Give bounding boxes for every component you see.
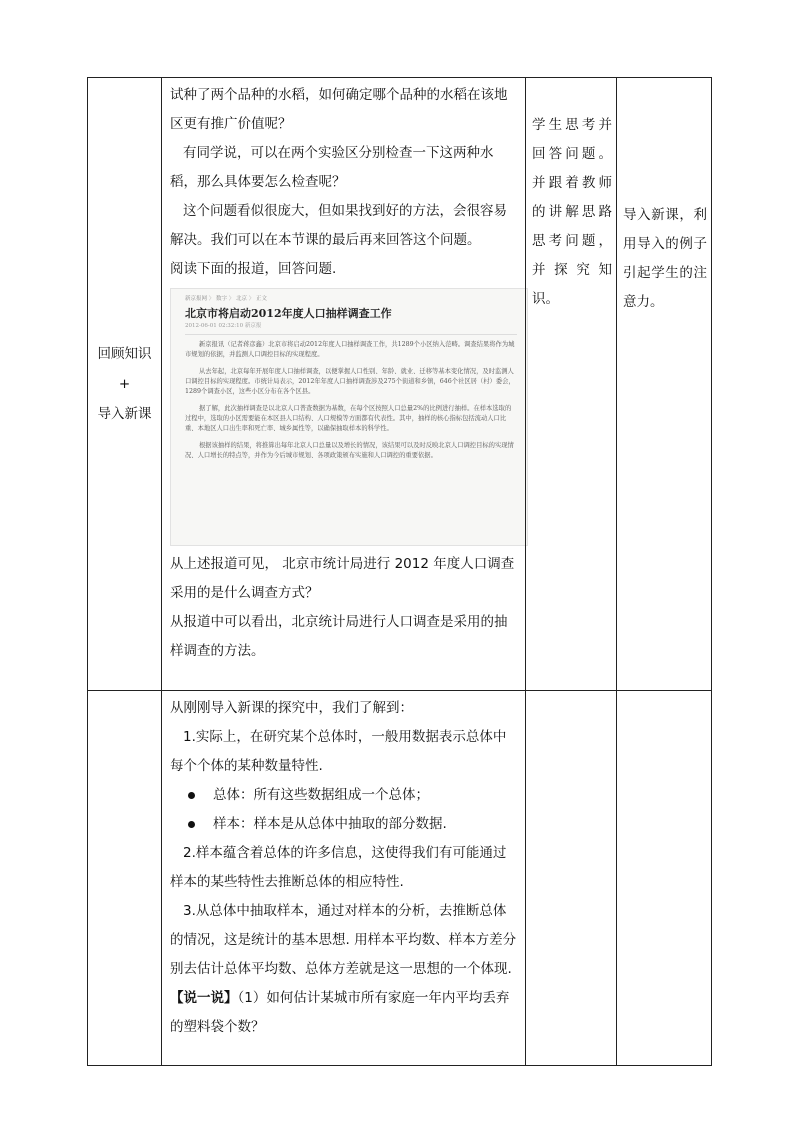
table-row: [88, 691, 712, 1066]
stage-label-cell: [88, 78, 162, 691]
stage-label-plus: +: [118, 376, 131, 392]
list-item: [170, 781, 519, 810]
design-intent-text: 导入新课，利用导入的例子引起学生的注意力。: [623, 207, 707, 310]
student-activity-cell: [526, 691, 617, 1066]
stage-label-line: 回顾知识: [97, 346, 152, 362]
lesson-table: [87, 77, 712, 1066]
content-paragraph: 3.从总体中抽取样本，通过对样本的分析，去推断总体的情况，这是统计的基本思想. 用样本平均数、样本方差分别去估计总体平均数、总体方差就是这一思想的一个体现.: [170, 903, 517, 977]
news-paragraph: 从去年起，北京每年开展年度人口抽样调查，以便掌握人口性别、年龄、就业、迁移等基本变化情况，及时监测人口调控目标的实现程度。市统计局表示，2012年年度人口抽样调查涉及275个街道和乡镇，646个社区居（村）委会，1289个调查小区，这些小区分布在各个区县。: [185, 368, 515, 395]
content-paragraph: 阅读下面的报道，回答问题.: [170, 261, 337, 277]
design-intent-cell: [617, 78, 712, 691]
table-row: [88, 78, 712, 691]
stage-label-cell: [88, 691, 162, 1066]
news-date: 2012-06-01 02:32:10 新京报: [185, 322, 517, 335]
content-paragraph: 这个问题看似很庞大，但如果找到好的方法，会很容易解决。我们可以在本节课的最后再来回答这个问题。: [170, 203, 507, 248]
list-item: [170, 810, 519, 839]
student-activity-text: 学生思考并回答问题。并跟着教师的讲解思路思考问题，并探究知识。: [532, 117, 612, 307]
news-report-image: [170, 288, 528, 546]
stage-label-line: 导入新课: [97, 406, 152, 422]
content-paragraph: 从刚刚导入新课的探究中，我们了解到：: [170, 700, 413, 716]
content-paragraph: 从报道中可以看出，北京统计局进行人口调查是采用的抽样调查的方法。: [170, 614, 508, 659]
student-activity-cell: [526, 78, 617, 691]
list-item-text: 样本：样本是从总体中抽取的部分数据.: [213, 816, 447, 832]
teaching-content-cell: [162, 691, 526, 1066]
news-paragraph: 根据该抽样的结果，将推算出每年北京人口总量以及增长的情况，该结果可以及时反映北京人口调控目标的实现情况、人口增长的特点等，并作为今后城市规划、各项政策颁布实施和人口调控的重要依据。: [185, 442, 514, 459]
content-paragraph: 有同学说，可以在两个实验区分别检查一下这两种水稻，那么具体要怎么检查呢？: [170, 145, 494, 190]
content-paragraph: 2.样本蕴含着总体的许多信息，这使得我们有可能通过样本的某些特性去推断总体的相应特性.: [170, 845, 507, 890]
discussion-question: （1）如何估计某城市所有家庭一年内平均丢弃的塑料袋个数？: [170, 990, 510, 1035]
design-intent-cell: [617, 691, 712, 1066]
discussion-tag: 【说一说】: [170, 990, 238, 1006]
teaching-content-cell: [162, 78, 526, 691]
content-paragraph: 从上述报道可见， 北京市统计局进行 2012 年度人口调查采用的是什么调查方式？: [170, 556, 515, 601]
news-breadcrumb: 新京报网 〉 数字 〉 北京 〉 正文: [185, 296, 267, 302]
bullet-icon: [188, 821, 195, 828]
news-paragraph: 新京报讯（记者蒋彦鑫）北京市将启动2012年度人口抽样调查工作，共1289个小区纳入范畴。调查结果将作为城市规划的依据，并监测人口调控目标的实现程度。: [185, 341, 515, 358]
list-item-text: 总体：所有这些数据组成一个总体；: [213, 787, 429, 803]
bullet-icon: [188, 792, 195, 799]
news-title: 北京市将启动2012年度人口抽样调查工作: [185, 307, 392, 320]
news-paragraph: 据了解，此次抽样调查是以北京人口普查数据为基数，在每个区按照人口总量2%的比例进行抽样。在样本选取的过程中，选取的小区需要能在本区县人口结构、人口规模等方面都有代表性。其中，抽样的核心指标包括流动人口比重、本地区人口出生率和死亡率、城乡属性等，以确保抽取样本的科学性。: [185, 405, 512, 432]
content-paragraph: [170, 984, 519, 1042]
content-paragraph: 试种了两个品种的水稻，如何确定哪个品种的水稻在该地区更有推广价值呢？: [170, 87, 508, 132]
content-paragraph: 1.实际上，在研究某个总体时，一般用数据表示总体中每个个体的某种数量特性.: [170, 729, 507, 774]
